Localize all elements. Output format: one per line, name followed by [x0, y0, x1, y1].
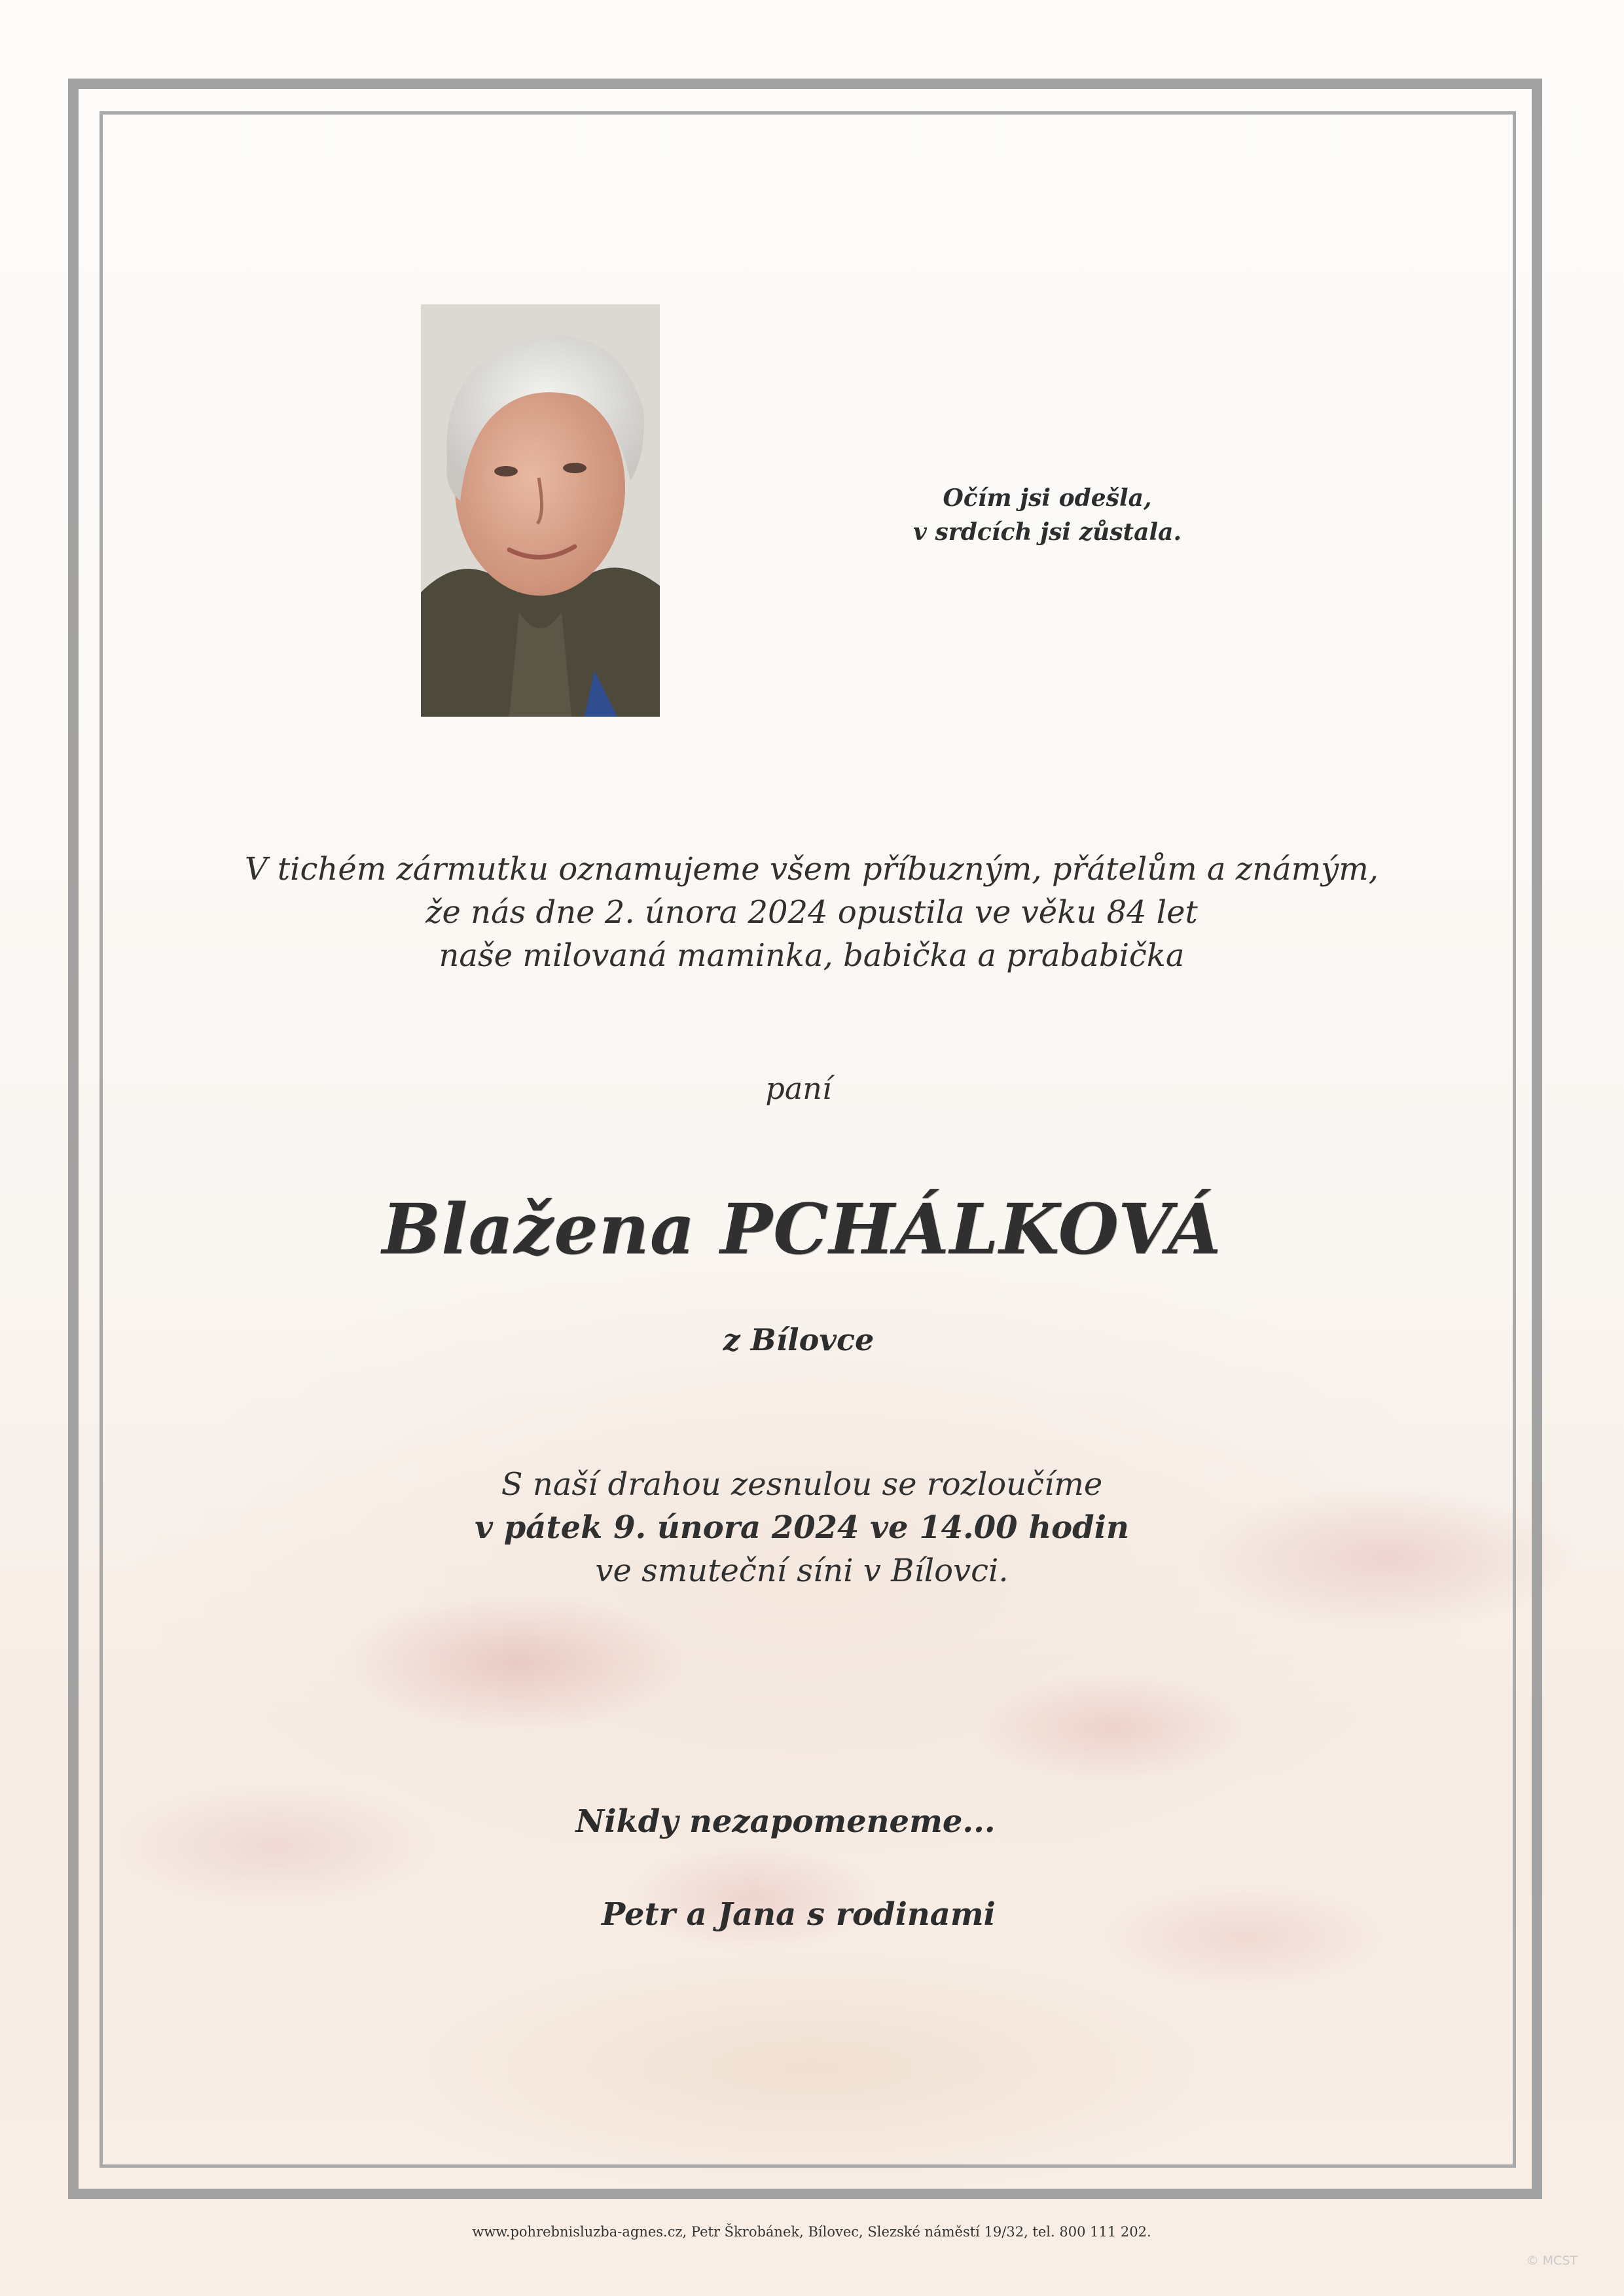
copyright-mark: © MCST [1526, 2253, 1578, 2268]
family-signature: Petr a Jana s rodinami [602, 1896, 996, 1933]
farewell-details [196, 1463, 1407, 1592]
announcement-line-1: V tichém zármutku oznamujeme všem příbuzným, přátelům a známým, [244, 851, 1379, 888]
portrait-illustration [421, 304, 660, 717]
inner-frame-border [99, 111, 1516, 2168]
farewell-date-time: v pátek 9. února 2024 ve 14.00 hodin [475, 1509, 1129, 1546]
motto-line-1: Očím jsi odešla, [943, 484, 1152, 512]
deceased-name: Blažena PCHÁLKOVÁ [382, 1188, 1222, 1270]
portrait-photo [421, 304, 660, 717]
motto-line-2: v srdcích jsi zůstala. [913, 518, 1182, 546]
farewell-line-1: S naší drahou zesnulou se rozloučíme [501, 1466, 1103, 1503]
announcement [157, 848, 1466, 977]
motto-verse [851, 481, 1244, 549]
honorific: paní [765, 1071, 832, 1106]
farewell-location: ve smuteční síni v Bílovci. [595, 1552, 1009, 1589]
closing-phrase: Nikdy nezapomeneme... [575, 1803, 996, 1840]
deceased-origin: z Bílovce [723, 1322, 875, 1357]
announcement-line-3: naše milovaná maminka, babička a prababička [439, 937, 1185, 974]
funeral-service-footer: www.pohrebnisluzba-agnes.cz, Petr Škrobánek, Bílovec, Slezské náměstí 19/32, tel. 800 111 202. [472, 2224, 1151, 2240]
announcement-line-2: že nás dne 2. února 2024 opustila ve věku 84 let [425, 894, 1198, 931]
